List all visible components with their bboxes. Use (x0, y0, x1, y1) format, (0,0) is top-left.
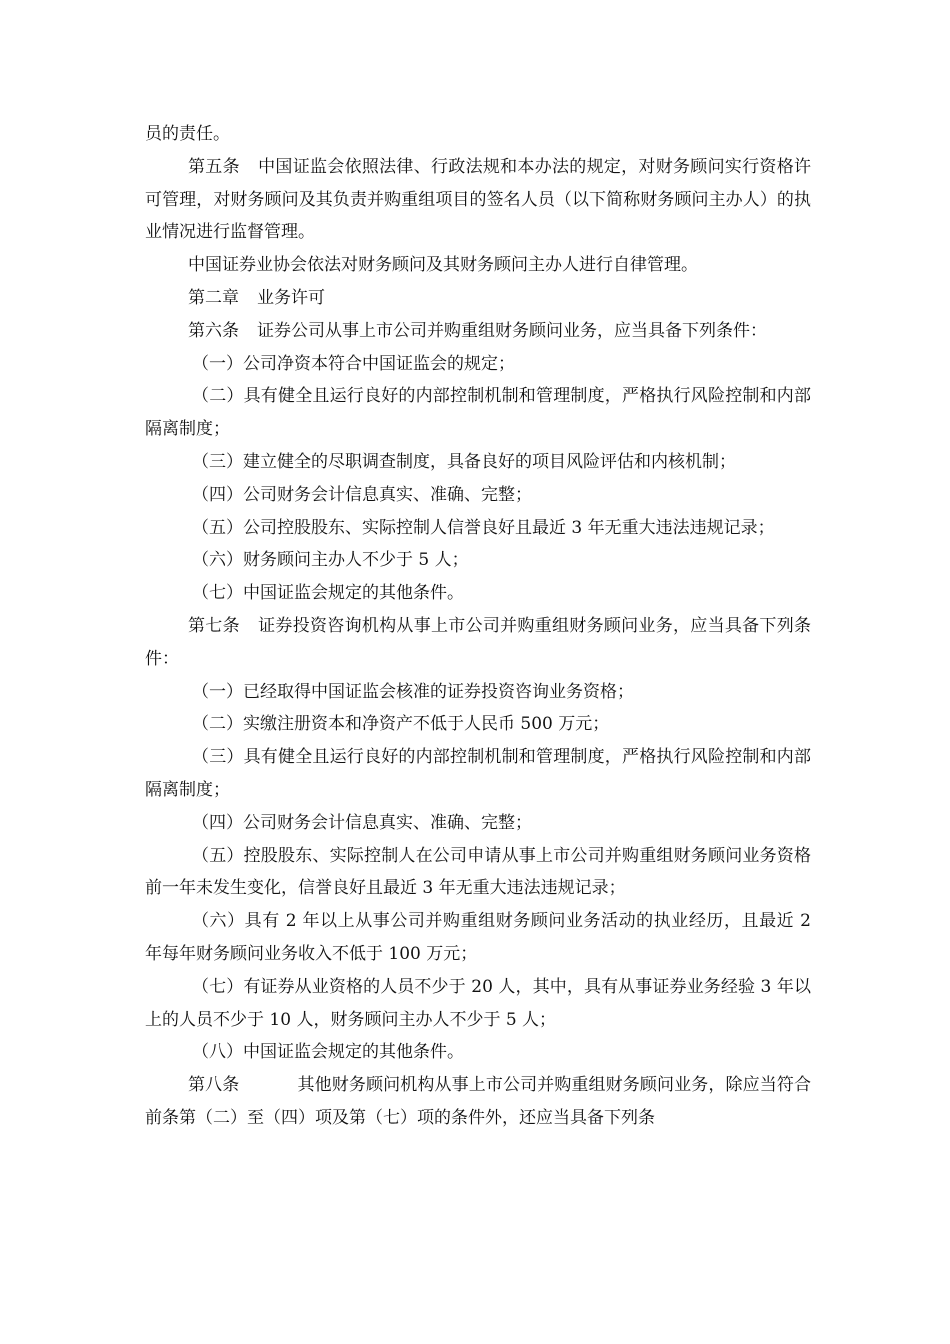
paragraph-self-regulation: 中国证券业协会依法对财务顾问及其财务顾问主办人进行自律管理。 (188, 255, 698, 276)
article-6-item-1: （一）公司净资本符合中国证监会的规定； (192, 353, 515, 374)
article-7-item-4: （四）公司财务会计信息真实、准确、完整； (192, 812, 532, 833)
article-5-text: 中国证监会依照法律、行政法规和本办法的规定，对财务顾问实行资格许可管理，对财务顾问及其负责并购重组项目的签名人员（以下简称财务顾问主办人）的执业情况进行监督管理。 (145, 156, 812, 243)
chapter-2-heading (145, 282, 811, 315)
article-7-item-8: （八）中国证监会规定的其他条件。 (192, 1042, 464, 1063)
article-7-text: 证券投资咨询机构从事上市公司并购重组财务顾问业务，应当具备下列条件： (145, 615, 812, 669)
article-6-item-4: （四）公司财务会计信息真实、准确、完整； (192, 484, 532, 505)
article-5-heading: 第五条 (188, 156, 240, 177)
article-8-heading: 第八条 (188, 1075, 240, 1096)
article-6-item-3: （三）建立健全的尽职调查制度，具备良好的项目风险评估和内核机制； (192, 451, 736, 472)
article-7-item-2: （二）实缴注册资本和净资产不低于人民币 500 万元； (192, 714, 610, 735)
article-5 (145, 151, 811, 249)
article-8-text: 其他财务顾问机构从事上市公司并购重组财务顾问业务，除应当符合前条第（二）至（四）项及第（七）项的条件外，还应当具备下列条 (145, 1075, 812, 1128)
article-6-heading: 第六条 (188, 320, 239, 341)
article-7-item-7: （七）有证券从业资格的人员不少于 20 人，其中，具有从事证券业务经验 3 年以上的人员不少于 10 人，财务顾问主办人不少于 5 人； (145, 976, 811, 1030)
document-body (145, 118, 811, 1135)
chapter-number: 第二章 (188, 287, 239, 308)
chapter-title: 业务许可 (257, 287, 325, 308)
article-7-item-5: （五）控股股东、实际控制人在公司申请从事上市公司并购重组财务顾问业务资格前一年未发生变化，信誉良好且最近 3 年无重大违法违规记录； (145, 845, 811, 899)
article-6-text: 证券公司从事上市公司并购重组财务顾问业务，应当具备下列条件： (257, 320, 767, 341)
article-7 (145, 610, 811, 676)
article-7-item-3: （三）具有健全且运行良好的内部控制机制和管理制度，严格执行风险控制和内部隔离制度； (145, 747, 811, 800)
article-7-item-6: （六）具有 2 年以上从事公司并购重组财务顾问业务活动的执业经历，且最近 2 年每年财务顾问业务收入不低于 100 万元； (145, 911, 811, 964)
article-6 (145, 315, 811, 348)
article-6-item-7: （七）中国证监会规定的其他条件。 (192, 583, 464, 604)
article-6-item-6: （六）财务顾问主办人不少于 5 人； (192, 550, 469, 571)
article-7-heading: 第七条 (188, 615, 240, 636)
article-8 (145, 1069, 811, 1135)
paragraph-continuation: 员的责任。 (145, 124, 230, 144)
article-6-item-2: （二）具有健全且运行良好的内部控制机制和管理制度，严格执行风险控制和内部隔离制度； (145, 386, 811, 440)
article-6-item-5: （五）公司控股股东、实际控制人信誉良好且最近 3 年无重大违法违规记录； (192, 517, 775, 538)
article-7-item-1: （一）已经取得中国证监会核准的证券投资咨询业务资格； (192, 681, 634, 702)
